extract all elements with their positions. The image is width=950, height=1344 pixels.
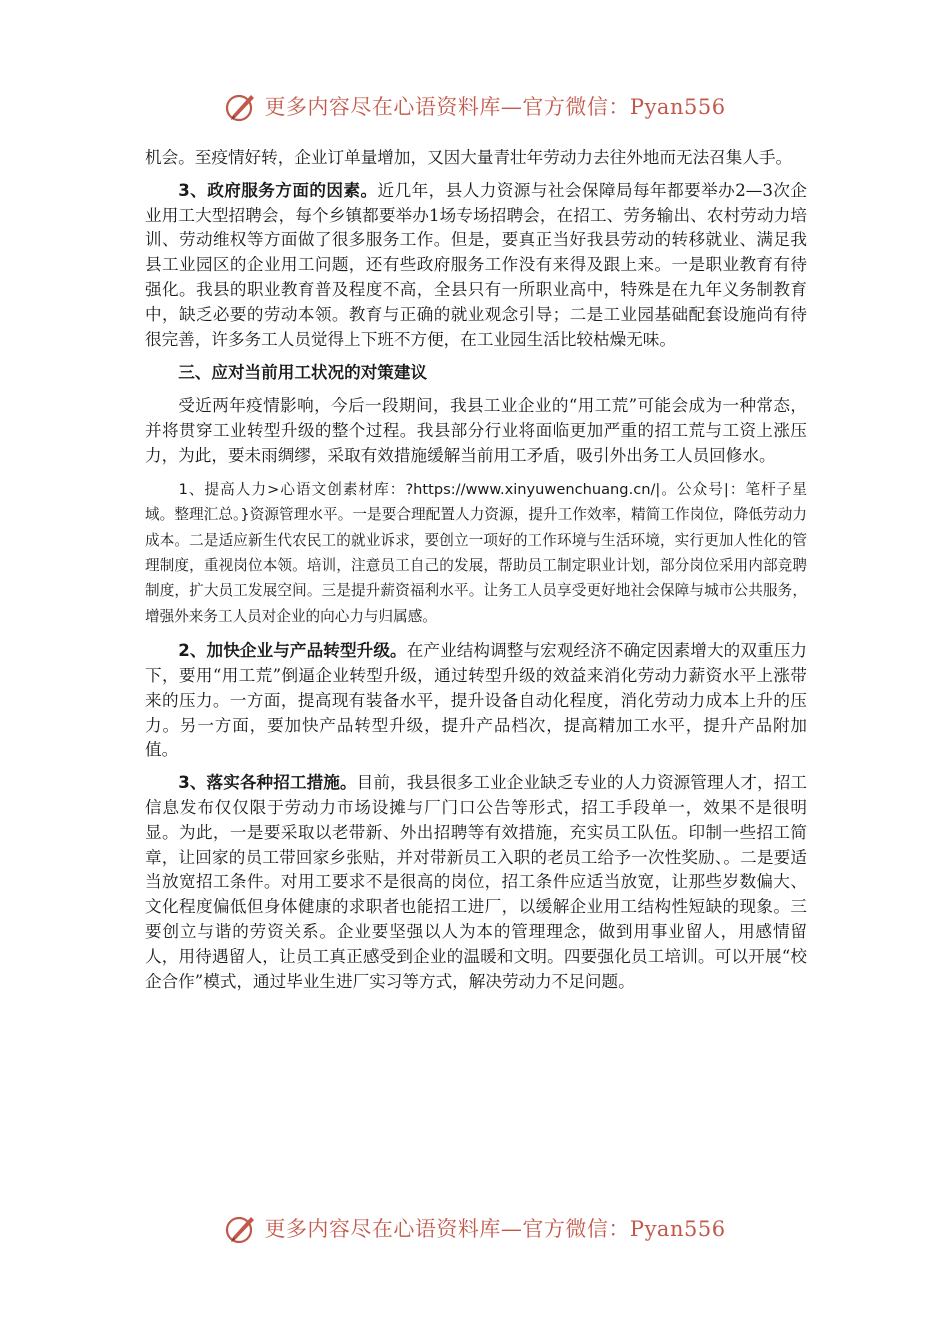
paragraph-lead: 3、落实各种招工措施。 xyxy=(178,773,357,793)
paragraph-body: 目前，我县很多工业企业缺乏专业的人力资源管理人才，招工信息发布仅仅限于劳动力市场设摊与厂门口公告等形式，招工手段单一，效果不是很明显。为此，一是要采取以老带新、外出招聘等有效措施，充实员工队伍。印制一些招工简章，让回家的员工带回家乡张贴，并对带新员工入职的老员工给予一次性奖励、。二是要适当放宽招工条件。对用工要求不是很高的岗位，招工条件应适当放宽，让那些岁数偏大、文化程度偏低但身体健康的求职者也能招工进厂，以缓解企业用工结构性短缺的现象。三要创立与谐的劳资关系。企业要坚强以人为本的管理理念，做到用事业留人，用感情留人，用待遇留人，让员工真正感受到企业的温暖和文明。四要强化员工培训。可以开展“校企合作”模式，通过毕业生进厂实习等方式，解决劳动力不足问题。 xyxy=(145,773,808,991)
footer-banner xyxy=(0,1208,950,1248)
paragraph-lead: 2、加快企业与产品转型升级。 xyxy=(178,641,407,661)
pen-logo-icon xyxy=(224,1211,258,1245)
paragraph-body: 在产业结构调整与宏观经济不确定因素增大的双重压力下，要用“用工荒”倒逼企业转型升级，通过转型升级的效益来消化劳动力薪资水平上涨带来的压力。一方面，提高现有装备水平，提升设备自动化程度，消化劳动力成本上升的压力。另一方面，要加快产品转型升级，提升产品档次，提高精加工水平，提升产品附加值。 xyxy=(145,641,808,760)
paragraph-hr-management: 1、提高人力>心语文创素材库：?https://www.xinyuwenchuang.cn/|。公众号|：笔杆子星域。整理汇总。}资源管理水平。一是要合理配置人力资源，提升工作效率，精简工作岗位，降低劳动力成本。二是适应新生代农民工的就业诉求，要创立一项好的工作环境与生活环境，实行更加人性化的管理制度，重视岗位本领。培训，注意员工自己的发展，帮助员工制定职业计划，部分岗位采用内部竞聘制度，扩大员工发展空间。三是提升薪资福利水平。让务工人员享受更好地社会保障与城市公共服务，增强外来务工人员对企业的向心力与归属感。 xyxy=(145,480,807,625)
paragraph-upgrade xyxy=(145,639,807,763)
header-banner-text: 更多内容尽在心语资料库—官方微信：Pyan556 xyxy=(264,95,726,119)
paragraph-lead: 3、政府服务方面的因素。 xyxy=(178,180,378,200)
paragraph-government-services xyxy=(145,179,807,353)
paragraph-intro: 受近两年疫情影响，今后一段期间，我县工业企业的“用工荒”可能会成为一种常态，并将贯穿工业转型升级的整个过程。我县部分行业将面临更加严重的招工荒与工资上涨压力，为此，要未雨绸缪，采取有效措施缓解当前用工矛盾，吸引外出务工人员回修水。 xyxy=(145,396,807,465)
header-banner xyxy=(0,86,950,126)
document-body xyxy=(145,146,807,1002)
paragraph-continued: 机会。至疫情好转，企业订单量增加，又因大量青壮年劳动力去往外地而无法召集人手。 xyxy=(145,148,793,167)
paragraph-recruitment xyxy=(145,771,807,994)
section-heading: 三、应对当前用工状况的对策建议 xyxy=(178,363,428,383)
paragraph-body: 近几年，县人力资源与社会保障局每年都要举办2—3次企业用工大型招聘会，每个乡镇都要举办1场专场招聘会，在招工、劳务输出、农村劳动力培训、劳动维权等方面做了很多服务工作。但是，要真正当好我县劳动的转移就业、满足我县工业园区的企业用工问题，还有些政府服务工作没有来得及跟上来。一是职业教育有待强化。我县的职业教育普及程度不高，全县只有一所职业高中，特殊是在九年义务制教育中，缺乏必要的劳动本领。教育与正确的就业观念引导；二是工业园基础配套设施尚有待很完善，许多务工人员觉得上下班不方便，在工业园生活比较枯燥无味。 xyxy=(145,180,807,349)
footer-banner-text: 更多内容尽在心语资料库—官方微信：Pyan556 xyxy=(264,1217,726,1241)
pen-logo-icon xyxy=(224,89,258,123)
